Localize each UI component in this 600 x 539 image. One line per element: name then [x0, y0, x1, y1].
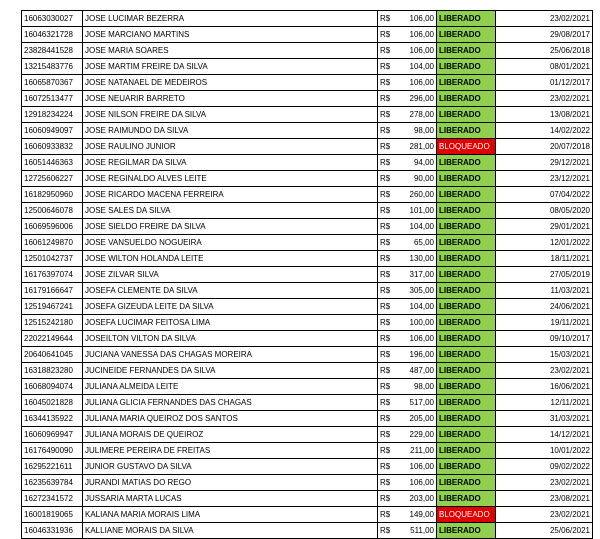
cell-value: 305,00 [396, 283, 437, 299]
status-liberado-badge: LIBERADO [437, 299, 496, 315]
status-liberado-badge: LIBERADO [437, 475, 496, 491]
cell-name: JOSE SALES DA SILVA [83, 203, 378, 219]
cell-id: 16046331936 [22, 523, 83, 539]
cell-currency: R$ [378, 491, 397, 507]
cell-currency: R$ [378, 203, 397, 219]
cell-id: 23828441528 [22, 43, 83, 59]
status-liberado-badge: LIBERADO [437, 219, 496, 235]
status-liberado-badge: LIBERADO [437, 187, 496, 203]
cell-currency: R$ [378, 443, 397, 459]
cell-id: 16060969947 [22, 427, 83, 443]
table-row [22, 443, 593, 459]
cell-id: 20640641045 [22, 347, 83, 363]
cell-currency: R$ [378, 331, 397, 347]
cell-id: 16295221611 [22, 459, 83, 475]
status-liberado-badge: LIBERADO [437, 283, 496, 299]
status-liberado-badge: LIBERADO [437, 91, 496, 107]
cell-date: 14/12/2021 [496, 427, 593, 443]
cell-id: 16176490090 [22, 443, 83, 459]
cell-id: 16318823280 [22, 363, 83, 379]
status-liberado-badge: LIBERADO [437, 75, 496, 91]
cell-value: 100,00 [396, 315, 437, 331]
cell-value: 106,00 [396, 459, 437, 475]
cell-currency: R$ [378, 283, 397, 299]
cell-value: 106,00 [396, 331, 437, 347]
table-row [22, 107, 593, 123]
cell-currency: R$ [378, 267, 397, 283]
cell-currency: R$ [378, 251, 397, 267]
cell-currency: R$ [378, 27, 397, 43]
status-liberado-badge: LIBERADO [437, 491, 496, 507]
table-row [22, 475, 593, 491]
cell-date: 29/12/2021 [496, 155, 593, 171]
cell-date: 29/08/2017 [496, 27, 593, 43]
cell-currency: R$ [378, 347, 397, 363]
table-row [22, 251, 593, 267]
status-liberado-badge: LIBERADO [437, 171, 496, 187]
cell-name: JOSE MARTIM FREIRE DA SILVA [83, 59, 378, 75]
cell-date: 09/10/2017 [496, 331, 593, 347]
cell-currency: R$ [378, 59, 397, 75]
table-row [22, 219, 593, 235]
cell-currency: R$ [378, 315, 397, 331]
table-row [22, 347, 593, 363]
cell-currency: R$ [378, 395, 397, 411]
table-row [22, 203, 593, 219]
cell-name: JOSE WILTON HOLANDA LEITE [83, 251, 378, 267]
table-row [22, 27, 593, 43]
cell-name: JOSE NATANAEL DE MEDEIROS [83, 75, 378, 91]
cell-id: 16060933832 [22, 139, 83, 155]
cell-date: 16/06/2021 [496, 379, 593, 395]
cell-id: 12515242180 [22, 315, 83, 331]
table-row [22, 523, 593, 539]
cell-name: JOSE ZILVAR SILVA [83, 267, 378, 283]
cell-value: 211,00 [396, 443, 437, 459]
cell-name: JUCIANA VANESSA DAS CHAGAS MOREIRA [83, 347, 378, 363]
cell-id: 16046321728 [22, 27, 83, 43]
cell-name: JOSE MARIA SOARES [83, 43, 378, 59]
cell-value: 65,00 [396, 235, 437, 251]
cell-name: JULIANA MORAIS DE QUEIROZ [83, 427, 378, 443]
cell-value: 196,00 [396, 347, 437, 363]
cell-id: 22022149644 [22, 331, 83, 347]
cell-currency: R$ [378, 187, 397, 203]
cell-currency: R$ [378, 507, 397, 523]
cell-id: 16065870367 [22, 75, 83, 91]
cell-date: 23/02/2021 [496, 507, 593, 523]
cell-value: 106,00 [396, 11, 437, 27]
cell-currency: R$ [378, 411, 397, 427]
cell-currency: R$ [378, 363, 397, 379]
cell-date: 18/11/2021 [496, 251, 593, 267]
table-row [22, 171, 593, 187]
cell-id: 16069596006 [22, 219, 83, 235]
cell-date: 12/11/2021 [496, 395, 593, 411]
table-row [22, 155, 593, 171]
cell-date: 09/02/2022 [496, 459, 593, 475]
status-liberado-badge: LIBERADO [437, 203, 496, 219]
cell-date: 10/01/2022 [496, 443, 593, 459]
cell-value: 94,00 [396, 155, 437, 171]
cell-value: 317,00 [396, 267, 437, 283]
cell-name: JUSSARIA MARTA LUCAS [83, 491, 378, 507]
status-liberado-badge: LIBERADO [437, 411, 496, 427]
status-liberado-badge: LIBERADO [437, 459, 496, 475]
cell-id: 16068094074 [22, 379, 83, 395]
status-liberado-badge: LIBERADO [437, 267, 496, 283]
cell-value: 487,00 [396, 363, 437, 379]
cell-id: 12519467241 [22, 299, 83, 315]
cell-id: 16051446363 [22, 155, 83, 171]
cell-id: 12500646078 [22, 203, 83, 219]
table-row [22, 43, 593, 59]
cell-currency: R$ [378, 139, 397, 155]
cell-name: JOSE REGINALDO ALVES LEITE [83, 171, 378, 187]
cell-name: JOSEFA LUCIMAR FEITOSA LIMA [83, 315, 378, 331]
status-liberado-badge: LIBERADO [437, 107, 496, 123]
status-liberado-badge: LIBERADO [437, 363, 496, 379]
table-row [22, 427, 593, 443]
cell-value: 104,00 [396, 59, 437, 75]
table-row [22, 283, 593, 299]
cell-currency: R$ [378, 123, 397, 139]
cell-value: 281,00 [396, 139, 437, 155]
status-liberado-badge: LIBERADO [437, 251, 496, 267]
cell-name: JOSE NEUARIR BARRETO [83, 91, 378, 107]
table-row [22, 363, 593, 379]
cell-currency: R$ [378, 459, 397, 475]
status-liberado-badge: LIBERADO [437, 427, 496, 443]
records-table [21, 10, 593, 539]
cell-id: 16182950960 [22, 187, 83, 203]
cell-value: 98,00 [396, 379, 437, 395]
status-liberado-badge: LIBERADO [437, 59, 496, 75]
cell-currency: R$ [378, 475, 397, 491]
status-liberado-badge: LIBERADO [437, 27, 496, 43]
cell-name: JOSE SIELDO FREIRE DA SILVA [83, 219, 378, 235]
table-row [22, 459, 593, 475]
cell-currency: R$ [378, 155, 397, 171]
cell-date: 31/03/2021 [496, 411, 593, 427]
table-row [22, 379, 593, 395]
cell-id: 13215483776 [22, 59, 83, 75]
table-row [22, 235, 593, 251]
cell-value: 205,00 [396, 411, 437, 427]
cell-name: JOSEFA GIZEUDA LEITE DA SILVA [83, 299, 378, 315]
cell-currency: R$ [378, 299, 397, 315]
cell-date: 23/02/2021 [496, 475, 593, 491]
cell-value: 517,00 [396, 395, 437, 411]
cell-currency: R$ [378, 75, 397, 91]
cell-value: 106,00 [396, 27, 437, 43]
status-liberado-badge: LIBERADO [437, 315, 496, 331]
cell-value: 106,00 [396, 475, 437, 491]
cell-id: 16060949097 [22, 123, 83, 139]
cell-currency: R$ [378, 107, 397, 123]
cell-name: JULIANA ALMEIDA LEITE [83, 379, 378, 395]
cell-name: JOSE MARCIANO MARTINS [83, 27, 378, 43]
cell-name: JOSE NILSON FREIRE DA SILVA [83, 107, 378, 123]
cell-currency: R$ [378, 91, 397, 107]
status-liberado-badge: LIBERADO [437, 379, 496, 395]
cell-currency: R$ [378, 379, 397, 395]
cell-date: 01/12/2017 [496, 75, 593, 91]
cell-value: 90,00 [396, 171, 437, 187]
cell-id: 16344135922 [22, 411, 83, 427]
cell-name: JOSE VANSUELDO NOGUEIRA [83, 235, 378, 251]
cell-currency: R$ [378, 43, 397, 59]
status-liberado-badge: LIBERADO [437, 11, 496, 27]
table-row [22, 507, 593, 523]
cell-id: 12725606227 [22, 171, 83, 187]
table-row [22, 187, 593, 203]
status-liberado-badge: LIBERADO [437, 43, 496, 59]
table-row [22, 11, 593, 27]
cell-date: 23/12/2021 [496, 171, 593, 187]
cell-id: 16176397074 [22, 267, 83, 283]
cell-name: JOSEILTON VILTON DA SILVA [83, 331, 378, 347]
cell-value: 296,00 [396, 91, 437, 107]
cell-value: 130,00 [396, 251, 437, 267]
table-row [22, 395, 593, 411]
cell-name: JOSE RICARDO MACENA FERREIRA [83, 187, 378, 203]
cell-id: 16179166647 [22, 283, 83, 299]
cell-name: KALLIANE MORAIS DA SILVA [83, 523, 378, 539]
cell-value: 260,00 [396, 187, 437, 203]
cell-name: JOSE REGILMAR DA SILVA [83, 155, 378, 171]
cell-value: 98,00 [396, 123, 437, 139]
status-liberado-badge: LIBERADO [437, 123, 496, 139]
cell-date: 24/06/2021 [496, 299, 593, 315]
cell-name: JOSE RAULINO JUNIOR [83, 139, 378, 155]
cell-currency: R$ [378, 171, 397, 187]
records-table-body [22, 11, 593, 539]
table-row [22, 59, 593, 75]
cell-id: 16063030027 [22, 11, 83, 27]
status-liberado-badge: LIBERADO [437, 395, 496, 411]
cell-date: 20/07/2018 [496, 139, 593, 155]
table-row [22, 75, 593, 91]
cell-date: 12/01/2022 [496, 235, 593, 251]
cell-value: 106,00 [396, 43, 437, 59]
status-bloqueado-badge: BLOQUEADO [437, 139, 496, 155]
status-liberado-badge: LIBERADO [437, 443, 496, 459]
cell-id: 16061249870 [22, 235, 83, 251]
cell-date: 23/02/2021 [496, 363, 593, 379]
cell-name: JOSE RAIMUNDO DA SILVA [83, 123, 378, 139]
cell-value: 149,00 [396, 507, 437, 523]
cell-value: 203,00 [396, 491, 437, 507]
cell-name: JOSEFA CLEMENTE DA SILVA [83, 283, 378, 299]
cell-id: 16235639784 [22, 475, 83, 491]
cell-date: 23/02/2021 [496, 91, 593, 107]
cell-date: 29/01/2021 [496, 219, 593, 235]
cell-value: 104,00 [396, 299, 437, 315]
cell-name: JOSE LUCIMAR BEZERRA [83, 11, 378, 27]
cell-value: 511,00 [396, 523, 437, 539]
status-bloqueado-badge: BLOQUEADO [437, 507, 496, 523]
cell-name: JURANDI MATIAS DO REGO [83, 475, 378, 491]
cell-currency: R$ [378, 235, 397, 251]
cell-date: 13/08/2021 [496, 107, 593, 123]
cell-id: 12501042737 [22, 251, 83, 267]
cell-name: JUCINEIDE FERNANDES DA SILVA [83, 363, 378, 379]
table-row [22, 491, 593, 507]
table-row [22, 331, 593, 347]
cell-date: 23/02/2021 [496, 11, 593, 27]
cell-id: 12918234224 [22, 107, 83, 123]
cell-value: 278,00 [396, 107, 437, 123]
table-row [22, 139, 593, 155]
cell-id: 16072513477 [22, 91, 83, 107]
status-liberado-badge: LIBERADO [437, 331, 496, 347]
cell-date: 19/11/2021 [496, 315, 593, 331]
cell-name: JULIANA MARIA QUEIROZ DOS SANTOS [83, 411, 378, 427]
table-row [22, 123, 593, 139]
cell-name: JULIMERE PEREIRA DE FREITAS [83, 443, 378, 459]
cell-name: KALIANA MARIA MORAIS LIMA [83, 507, 378, 523]
cell-date: 11/03/2021 [496, 283, 593, 299]
cell-date: 23/08/2021 [496, 491, 593, 507]
table-row [22, 299, 593, 315]
status-liberado-badge: LIBERADO [437, 155, 496, 171]
status-liberado-badge: LIBERADO [437, 523, 496, 539]
cell-id: 16272341572 [22, 491, 83, 507]
status-liberado-badge: LIBERADO [437, 347, 496, 363]
cell-value: 104,00 [396, 219, 437, 235]
table-row [22, 91, 593, 107]
cell-date: 27/05/2019 [496, 267, 593, 283]
table-row [22, 315, 593, 331]
cell-date: 08/05/2020 [496, 203, 593, 219]
cell-currency: R$ [378, 219, 397, 235]
cell-value: 101,00 [396, 203, 437, 219]
cell-name: JULIANA GLICIA FERNANDES DAS CHAGAS [83, 395, 378, 411]
cell-date: 15/03/2021 [496, 347, 593, 363]
table-row [22, 411, 593, 427]
cell-value: 106,00 [396, 75, 437, 91]
status-liberado-badge: LIBERADO [437, 235, 496, 251]
cell-id: 16001819065 [22, 507, 83, 523]
table-row [22, 267, 593, 283]
cell-currency: R$ [378, 11, 397, 27]
cell-date: 25/06/2018 [496, 43, 593, 59]
cell-date: 14/02/2022 [496, 123, 593, 139]
cell-currency: R$ [378, 523, 397, 539]
cell-date: 08/01/2021 [496, 59, 593, 75]
cell-id: 16045021828 [22, 395, 83, 411]
cell-date: 07/04/2022 [496, 187, 593, 203]
cell-currency: R$ [378, 427, 397, 443]
cell-name: JUNIOR GUSTAVO DA SILVA [83, 459, 378, 475]
cell-value: 229,00 [396, 427, 437, 443]
cell-date: 25/06/2021 [496, 523, 593, 539]
